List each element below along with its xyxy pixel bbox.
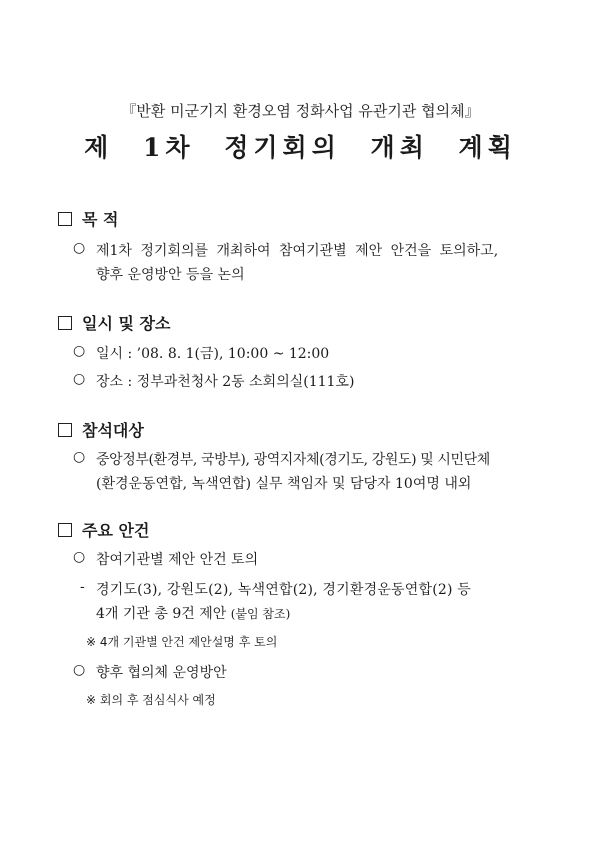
section-heading-purpose-label: 목 적 [82, 210, 119, 229]
note-mark-icon: ※ [86, 635, 97, 649]
checkbox-square-icon [58, 212, 72, 226]
agenda-bullet-2: ○ [73, 662, 86, 678]
section-heading-attendees [58, 418, 144, 441]
section-heading-agenda [58, 518, 149, 541]
schedule-bullet-2: ○ [73, 371, 86, 387]
section-heading-schedule [58, 311, 170, 334]
checkbox-square-icon [58, 316, 72, 330]
attendees-line-1: 중앙정부(환경부, 국방부), 광역지자체(경기도, 강원도) 및 시민단체 [96, 452, 490, 468]
checkbox-square-icon [58, 423, 72, 437]
checkbox-square-icon [58, 523, 72, 537]
section-heading-purpose [58, 207, 118, 230]
agenda-note-1 [86, 633, 277, 650]
agenda-note-2 [86, 691, 216, 708]
agenda-bullet-1: ○ [73, 549, 86, 565]
section-heading-agenda-label: 주요 안건 [82, 521, 150, 540]
schedule-bullet-1: ○ [73, 343, 86, 359]
agenda-dash-line-2-text: 4개 기관 총 9건 제안 [96, 606, 227, 622]
note-mark-icon: ※ [86, 693, 97, 707]
agenda-dash-line-2 [96, 603, 290, 623]
purpose-line-1: 제1차 정기회의를 개최하여 참여기관별 제안 안건을 토의하고, [96, 243, 499, 259]
attendees-line-2: (환경운동연합, 녹색연합) 실무 책임자 및 담당자 10여명 내외 [96, 476, 472, 492]
agenda-item-operation: 향후 협의체 운영방안 [96, 665, 227, 681]
document-subtitle: 『반환 미군기지 환경오염 정화사업 유관기관 협의체』 [121, 102, 480, 120]
document-title: 제 1차 정기회의 개최 계획 [84, 133, 517, 162]
schedule-datetime: 일시 : ’08. 8. 1(금), 10:00 ~ 12:00 [96, 346, 330, 362]
agenda-dash: - [80, 579, 85, 595]
schedule-location: 장소 : 정부과천청사 2동 소회의실(111호) [96, 374, 355, 390]
agenda-dash-line-1: 경기도(3), 강원도(2), 녹색연합(2), 경기환경운동연합(2) 등 [96, 582, 472, 598]
agenda-item-proposals: 참여기관별 제안 안건 토의 [96, 552, 259, 568]
agenda-note-2-text: 회의 후 점심식사 예정 [99, 693, 216, 707]
attendees-bullet: ○ [73, 449, 86, 465]
section-heading-attendees-label: 참석대상 [82, 421, 144, 440]
purpose-line-2: 향후 운영방안 등을 논의 [96, 267, 245, 283]
agenda-note-1-text: 4개 기관별 안건 제안설명 후 토의 [99, 635, 278, 649]
agenda-attachment-ref: (붙임 참조) [230, 607, 291, 621]
section-heading-schedule-label: 일시 및 장소 [82, 314, 171, 333]
purpose-bullet: ○ [73, 240, 86, 256]
